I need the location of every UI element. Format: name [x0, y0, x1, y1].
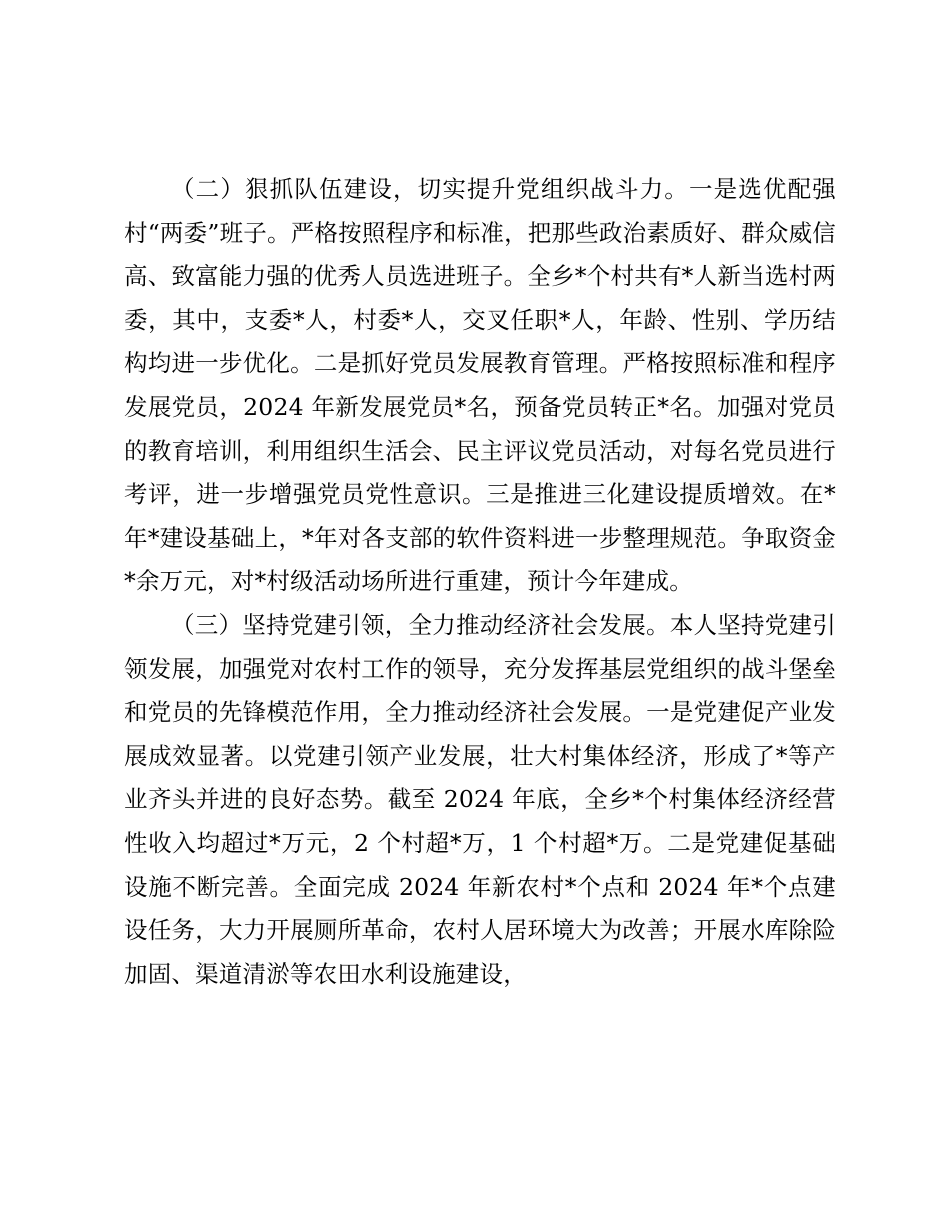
paragraph-team-building: （二）狠抓队伍建设，切实提升党组织战斗力。一是选优配强村“两委”班子。严格按照程序和标准，把那些政治素质好、群众威信高、致富能力强的优秀人员选进班子。全乡*个村共有*人新当选村两委，其中，支委*人，村委*人，交叉任职*人，年龄、性别、学历结构均进一步优化。二是抓好党员发展教育管理。严格按照标准和程序发展党员，2024 年新发展党员*名，预备党员转正*名。加强对党员的教育培训，利用组织生活会、民主评议党员活动，对每名党员进行考评，进一步增强党员党性意识。三是推进三化建设提质增效。在*年*建设基础上，*年对各支部的软件资料进一步整理规范。争取资金*余万元，对*村级活动场所进行重建，预计今年建成。 [124, 175, 836, 596]
document-page [124, 168, 836, 996]
paragraph-economic-development: （三）坚持党建引领，全力推动经济社会发展。本人坚持党建引领发展，加强党对农村工作的领导，充分发挥基层党组织的战斗堡垒和党员的先锋模范作用，全力推动经济社会发展。一是党建促产业发展成效显著。以党建引领产业发展，壮大村集体经济，形成了*等产业齐头并进的良好态势。截至 2024 年底，全乡*个村集体经济经营性收入均超过*万元，2 个村超*万，1 个村超*万。二是党建促基础设施不断完善。全面完成 2024 年新农村*个点和 2024 年*个点建设任务，大力开展厕所革命，农村人居环境大为改善；开展水库除险加固、渠道清淤等农田水利设施建设， [124, 610, 836, 988]
